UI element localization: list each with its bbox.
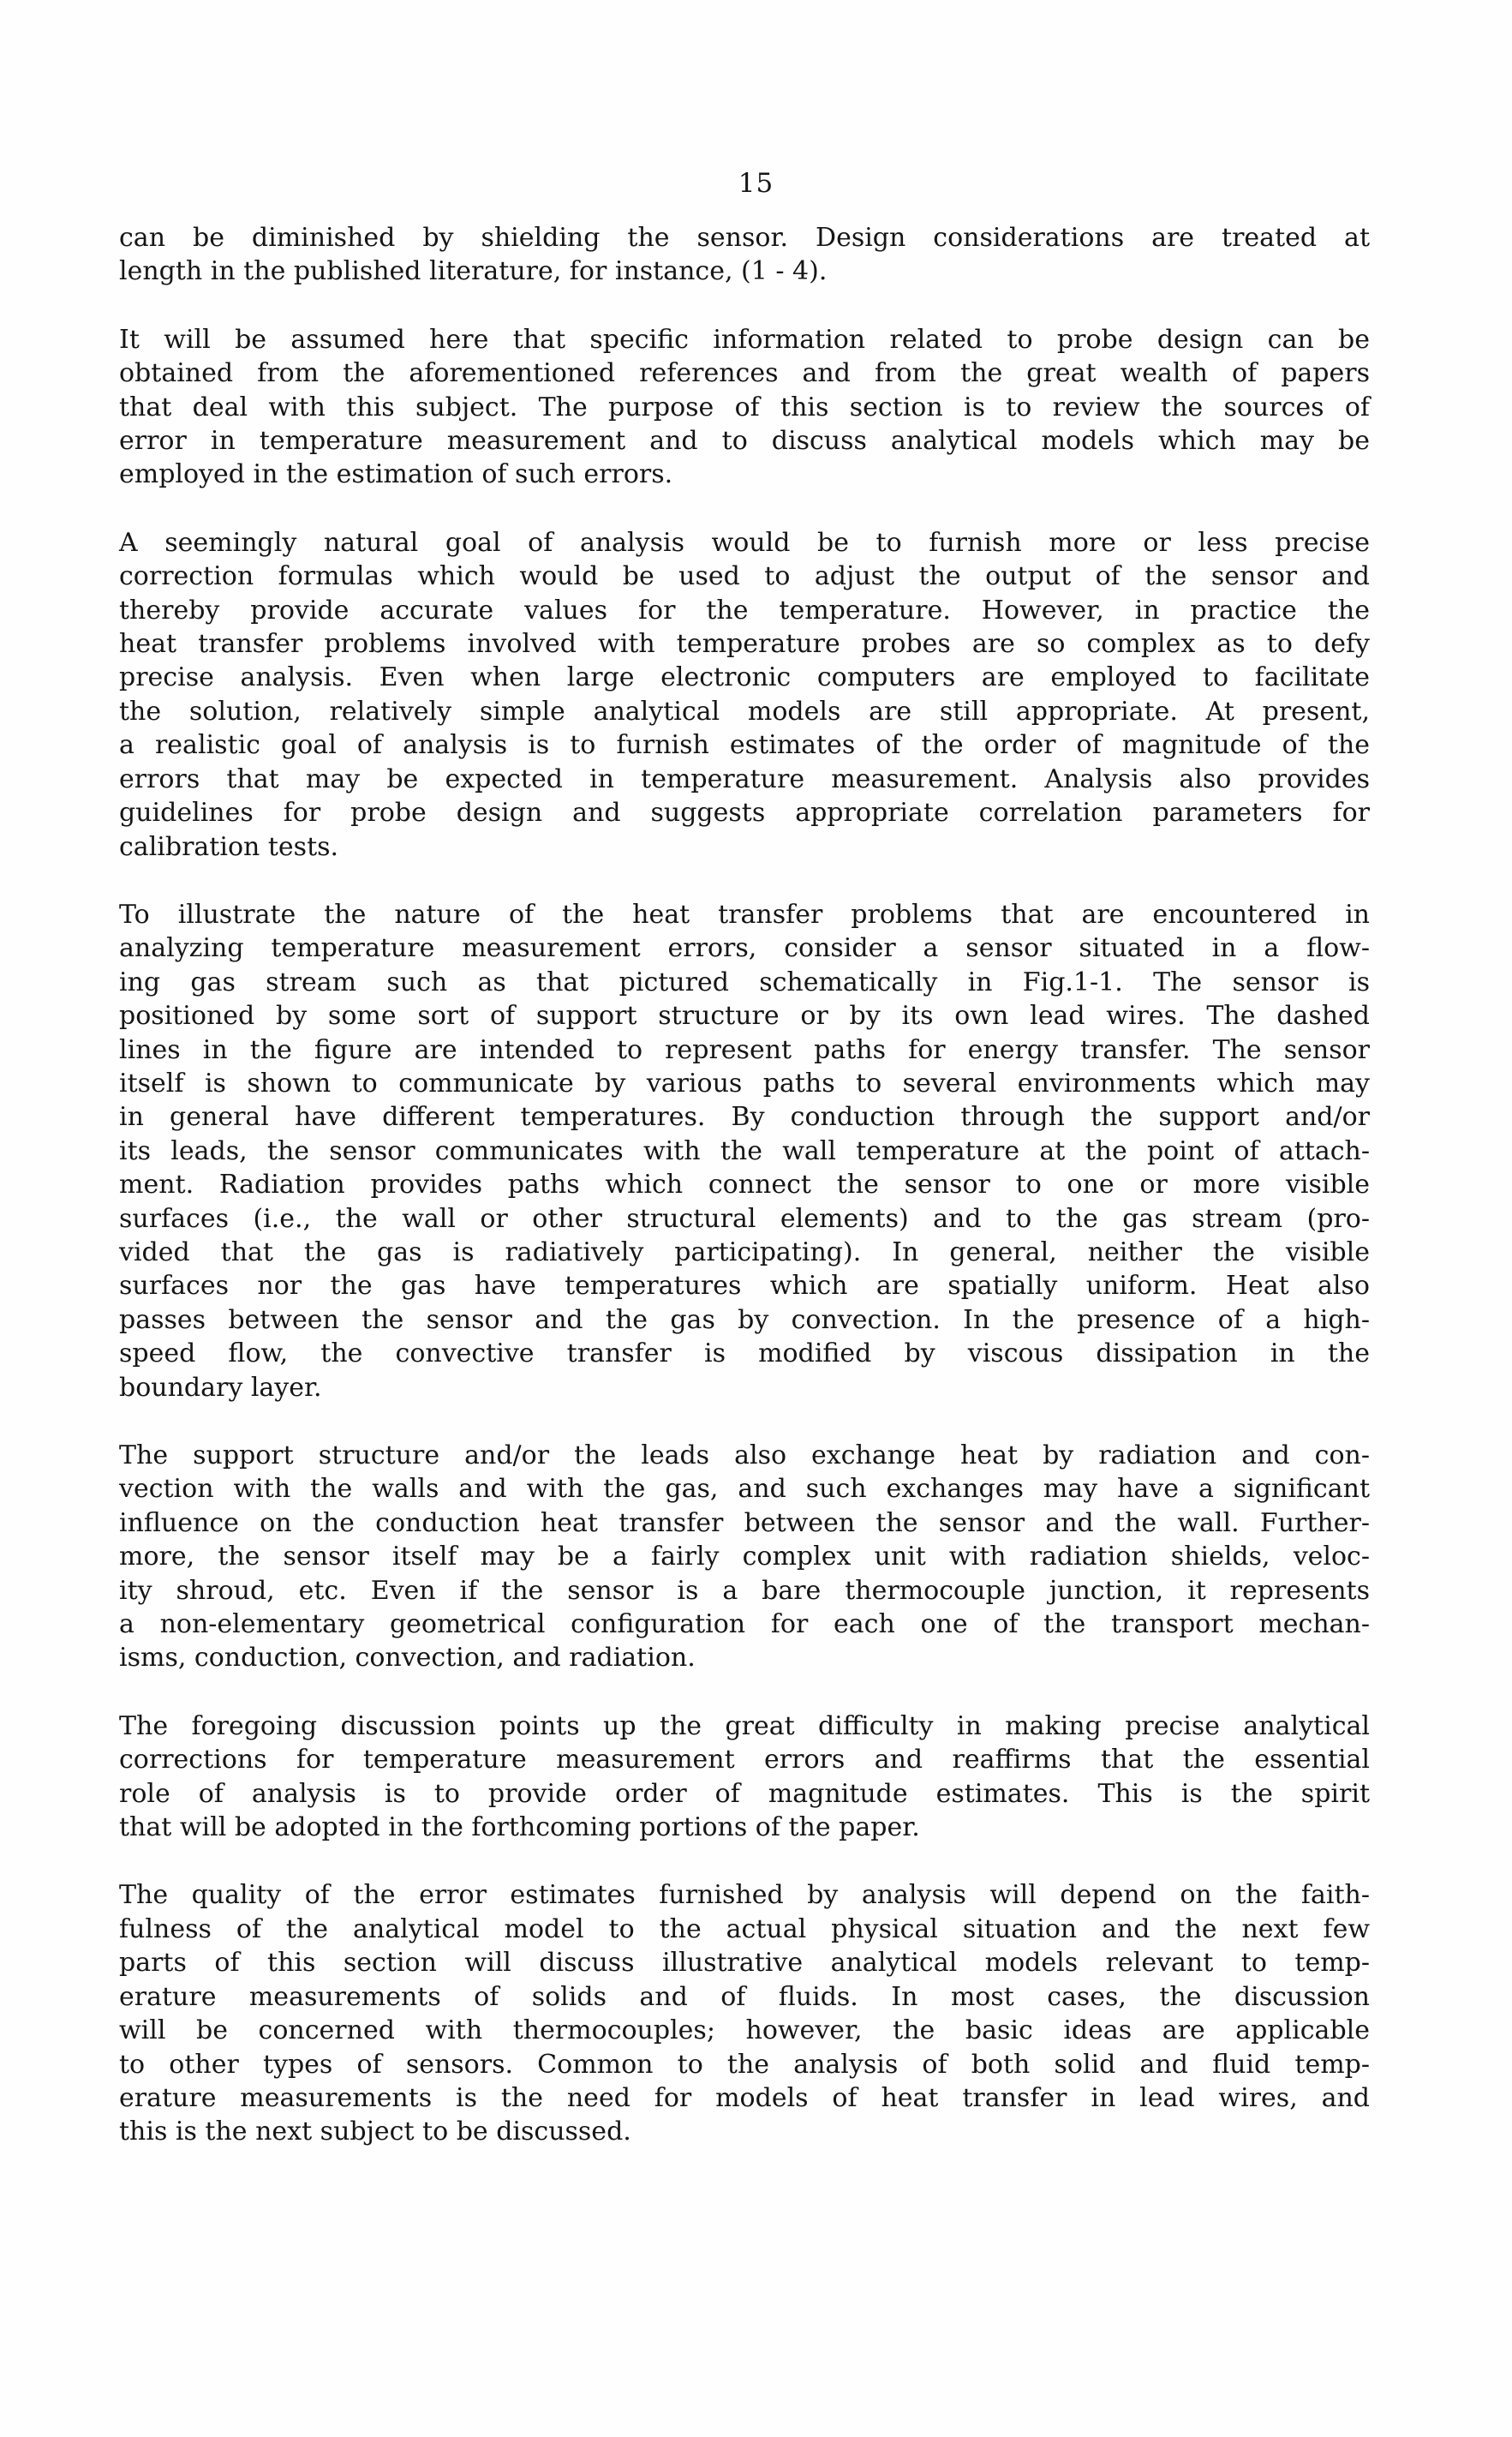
text-line: positioned by some sort of support structure or by its own lead wires. The dashed [119, 1001, 1370, 1032]
text-line: speed flow, the convective transfer is modified by viscous dissipation in the [119, 1338, 1370, 1369]
text-line: corrections for temperature measurement errors and reaffirms that the essential [119, 1745, 1370, 1775]
body-text [119, 221, 1370, 2183]
text-line: erature measurements is the need for models of heat transfer in lead wires, and [119, 2082, 1370, 2113]
text-line: to other types of sensors. Common to the analysis of both solid and fluid temp- [119, 2049, 1370, 2080]
text-line: fulness of the analytical model to the actual physical situation and the next few [119, 1913, 1370, 1944]
text-line: a realistic goal of analysis is to furnish estimates of the order of magnitude of the [119, 730, 1370, 761]
text-line: The support structure and/or the leads also exchange heat by radiation and con- [119, 1440, 1370, 1470]
text-line: erature measurements of solids and of fluids. In most cases, the discussion [119, 1981, 1370, 2012]
text-line: surfaces nor the gas have temperatures which are spatially uniform. Heat also [119, 1271, 1370, 1302]
text-line: heat transfer problems involved with temperature probes are so complex as to defy [119, 629, 1370, 660]
paragraph [119, 221, 1370, 289]
text-line: that deal with this subject. The purpose of this section is to review the sources of [119, 392, 1370, 422]
paragraph [119, 1709, 1370, 1845]
paragraph [119, 898, 1370, 1404]
text-line: A seemingly natural goal of analysis would be to furnish more or less precise [119, 527, 1370, 558]
text-line: parts of this section will discuss illustrative analytical models relevant to temp- [119, 1948, 1370, 1979]
text-line: passes between the sensor and the gas by convection. In the presence of a high- [119, 1304, 1370, 1335]
paragraph [119, 323, 1370, 492]
text-line: errors that may be expected in temperature measurement. Analysis also provides [119, 763, 1370, 794]
text-line: correction formulas which would be used to adjust the output of the sensor and [119, 561, 1370, 592]
text-line: influence on the conduction heat transfer between the sensor and the wall. Further- [119, 1507, 1370, 1538]
text-line: isms, conduction, convection, and radiation. [119, 1643, 696, 1674]
text-line: that will be adopted in the forthcoming portions of the paper. [119, 1812, 920, 1843]
paragraph [119, 1878, 1370, 2148]
text-line: thereby provide accurate values for the temperature. However, in practice the [119, 595, 1370, 626]
text-line: employed in the estimation of such errors. [119, 459, 673, 490]
text-line: length in the published literature, for instance, (1 - 4). [119, 256, 828, 287]
text-line: The quality of the error estimates furnished by analysis will depend on the faith- [119, 1880, 1370, 1911]
text-line: To illustrate the nature of the heat transfer problems that are encountered in [119, 899, 1370, 930]
text-line: ment. Radiation provides paths which connect the sensor to one or more visible [119, 1170, 1370, 1201]
paragraph [119, 526, 1370, 864]
text-line: ity shroud, etc. Even if the sensor is a bare thermocouple junction, it represents [119, 1575, 1370, 1606]
text-line: in general have different temperatures. By conduction through the support and/or [119, 1102, 1370, 1133]
text-line: The foregoing discussion points up the great difficulty in making precise analytical [119, 1710, 1370, 1741]
text-line: It will be assumed here that specific information related to probe design can be [119, 324, 1370, 355]
text-line: guidelines for probe design and suggests appropriate correlation parameters for [119, 798, 1370, 829]
page-number: 15 [738, 168, 774, 199]
text-line: can be diminished by shielding the sensor. Design considerations are treated at [119, 223, 1370, 253]
text-line: lines in the figure are intended to represent paths for energy transfer. The sensor [119, 1034, 1370, 1065]
text-line: more, the sensor itself may be a fairly complex unit with radiation shields, veloc- [119, 1542, 1370, 1572]
text-line: boundary layer. [119, 1372, 322, 1403]
text-line: vection with the walls and with the gas, and such exchanges may have a significant [119, 1474, 1370, 1505]
text-line: itself is shown to communicate by various paths to several environments which may [119, 1068, 1370, 1099]
text-line: ing gas stream such as that pictured schematically in Fig.1-1. The sensor is [119, 967, 1370, 997]
text-line: calibration tests. [119, 831, 339, 862]
text-line: the solution, relatively simple analytical models are still appropriate. At present, [119, 696, 1370, 727]
text-line: role of analysis is to provide order of magnitude estimates. This is the spirit [119, 1778, 1370, 1809]
text-line: obtained from the aforementioned references and from the great wealth of papers [119, 358, 1370, 389]
text-line: will be concerned with thermocouples; however, the basic ideas are applicable [119, 2015, 1370, 2046]
text-line: precise analysis. Even when large electronic computers are employed to facilitate [119, 662, 1370, 693]
text-line: this is the next subject to be discussed. [119, 2117, 631, 2147]
text-line: error in temperature measurement and to discuss analytical models which may be [119, 426, 1370, 457]
text-line: surfaces (i.e., the wall or other structural elements) and to the gas stream (pro- [119, 1203, 1370, 1234]
text-line: a non-elementary geometrical configuration for each one of the transport mechan- [119, 1609, 1370, 1640]
text-line: analyzing temperature measurement errors, consider a sensor situated in a flow- [119, 933, 1370, 964]
paragraph [119, 1439, 1370, 1675]
text-line: vided that the gas is radiatively participating). In general, neither the visible [119, 1236, 1370, 1267]
text-line: its leads, the sensor communicates with the wall temperature at the point of attach- [119, 1135, 1370, 1166]
